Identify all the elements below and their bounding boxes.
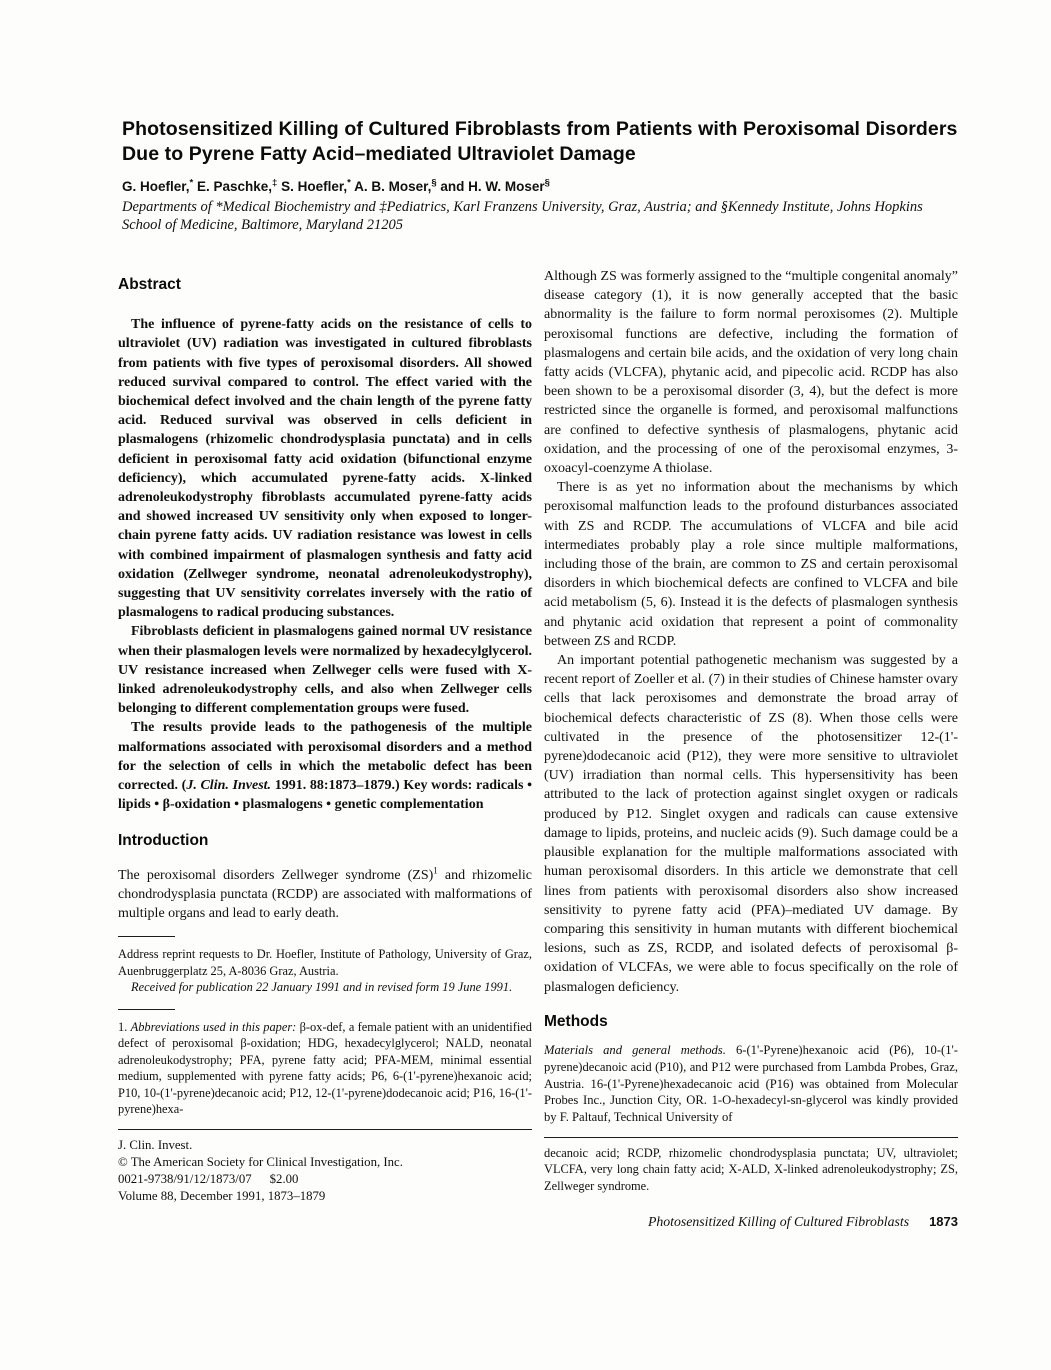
article-title: Photosensitized Killing of Cultured Fibroblasts from Patients with Peroxisomal Disorders Due to Pyrene Fatty Acid–mediated Ultraviolet Damage: [122, 118, 958, 165]
abbreviations-footnote: [118, 1019, 532, 1118]
price: $2.00: [269, 1172, 299, 1187]
journal-name: J. Clin. Invest.: [118, 1137, 193, 1152]
body-paragraph-3: An important potential pathogenetic mechanism was suggested by a recent report of Zoeller et al. (7) in their studies of Chinese hamster ovary cells that lack peroxisomes and demonstrate the broad array of biochemical defects characteristic of ZS (8). When those cells were cultivated in the presence of the photosensitizer 12-(1'-pyrene)dodecanoic acid (P12), they were more sensitive to ultraviolet (UV) irradiation than normal cells. This hypersensitivity has been attributed to the lack of protection against singlet oxygen or radicals produced by P12. Singlet oxygen and radicals can cause extensive damage to lipids, proteins, and nucleic acids (9). Such damage could be a plausible explanation for the multiple malformations associated with human peroxisomal disorders. In this article we demonstrate that cell lines from patients with peroxisomal disorders also show increased sensitivity to pyrene fatty acid (PFA)–mediated UV damage. By comparing this sensitivity in human mutants with different biochemical lesions, such as ZS, RCDP, and isolated defects of peroxisomal β-oxidation of VLCFAs, we were able to focus specifically on the role of plasmalogen deficiency.: [544, 653, 958, 995]
publication-code: 0021-9738/91/12/1873/07: [118, 1172, 252, 1187]
introduction-section: [118, 831, 532, 923]
author-footnote-mark: *: [189, 177, 194, 189]
body-paragraph-2: There is as yet no information about the mechanisms by which peroxisomal malfunction leads to the profound disturbances associated with ZS and RCDP. The accumulations of VLCFA and bile acid intermediates probably play a role since multiple malformations, including those of the brain, are common to ZS and certain peroxisomal disorders in which biochemical defects are confined to VLCFA and bile acid metabolism (5, 6). Instead it is the defects of plasmalogen synthesis and phytanic acid oxidation that represent a point of commonality between ZS and RCDP.: [544, 480, 958, 649]
left-column: [118, 267, 532, 1232]
footnote-block: [118, 936, 532, 1118]
author: G. Hoefler,: [122, 179, 190, 194]
intro-text: and rhizomelic chondrodysplasia punctata (RCDP) are associated with malformations of multiple organs and lead to early death.: [118, 867, 533, 922]
abbreviations-list: β-ox-def, a female patient with an unidentified defect of peroxisomal β-oxidation; HDG, hexadecylglycerol; NALD, neonatal adrenoleukodystrophy; PFA, pyrene fatty acid; PFA-MEM, minimal essential medium, supplemented with pyrene fatty acids; P6, 6-(1'-pyrene)hexanoic acid; P10, 10-(1'-pyrene)decanoic acid; P12, 12-(1'-pyrene)dodecanoic acid; P16, 16-(1'-pyrene)hexa-: [118, 1019, 532, 1117]
imprint-block: [118, 1129, 532, 1206]
author-footnote-mark: §: [431, 177, 437, 189]
author-footnote-mark: ‡: [272, 177, 278, 189]
methods-heading: Methods: [544, 1012, 608, 1030]
footnote-continuation-rule: [544, 1137, 958, 1138]
intro-text: The peroxisomal disorders Zellweger syndrome (ZS): [118, 867, 434, 883]
abstract-p3-keywords: 1991. 88:1873–1879.) Key words: radicals • lipids • β-oxidation • plasmalogens • genetic complementation: [118, 778, 533, 813]
copyright-line: © The American Society for Clinical Investigation, Inc.: [118, 1155, 403, 1169]
article-body: [118, 267, 958, 1232]
abstract-paragraph-3: [118, 718, 532, 814]
citation: J. Clin. Invest.: [186, 778, 272, 794]
methods-paragraph: [544, 1042, 958, 1126]
footnote-reference: 1: [433, 865, 438, 876]
affiliations: Departments of *Medical Biochemistry and ‡Pediatrics, Karl Franzens University, Graz, Austria; and §Kennedy Institute, Johns Hopkins School of Medicine, Baltimore, Maryland 21205: [122, 199, 923, 233]
introduction-paragraph: [118, 866, 532, 924]
methods-lead-in: Materials and general methods.: [544, 1042, 726, 1057]
page-number: 1873: [929, 1214, 958, 1230]
received-date-footnote: Received for publication 22 January 1991 and in revised form 19 June 1991.: [131, 980, 513, 995]
imprint-rule: [118, 1129, 532, 1130]
abstract-heading: Abstract: [118, 276, 181, 293]
abbreviations-lead: Abbreviations used in this paper:: [130, 1019, 297, 1034]
author: and H. W. Moser: [436, 179, 545, 194]
volume-line: Volume 88, December 1991, 1873–1879: [118, 1189, 326, 1204]
page-footer: [544, 1212, 958, 1231]
author: A. B. Moser,: [350, 179, 432, 194]
abstract-paragraph-1: The influence of pyrene-fatty acids on the resistance of cells to ultraviolet (UV) radiation was investigated in cultured fibroblasts from patients with five types of peroxisomal disorders. All showed reduced survival compared to control. The effect varied with the biochemical defect involved and the chain length of the pyrene fatty acid. Reduced survival was observed in cells deficient in plasmalogens (rhizomelic chondrodysplasia punctata) and in cells deficient in peroxisomal fatty acid oxidation (bifunctional enzyme deficiency), which accumulated pyrene-fatty acids. X-linked adrenoleukodystrophy fibroblasts accumulated pyrene-fatty acids and showed increased UV sensitivity only when exposed to longer-chain pyrene fatty acids. UV radiation resistance was lowest in cells with combined impairment of plasmalogen synthesis and fatty acid oxidation (Zellweger syndrome, neonatal adrenoleukodystrophy), suggesting that UV sensitivity correlates inversely with the ratio of plasmalogens to radical producing substances.: [118, 317, 532, 621]
issn-price-line: [118, 1171, 532, 1188]
article-header: [122, 117, 960, 234]
introduction-heading: Introduction: [118, 832, 209, 850]
authors-line: [122, 179, 960, 195]
abbreviations-continuation-footnote: decanoic acid; RCDP, rhizomelic chondrodysplasia punctata; UV, ultraviolet; VLCFA, very long chain fatty acid; X-ALD, X-linked adrenoleukodystrophy; ZS, Zellweger syndrome.: [544, 1145, 958, 1193]
author-footnote-mark: §: [544, 177, 550, 189]
author-footnote-mark: *: [347, 177, 351, 189]
footnote-number: 1.: [118, 1019, 131, 1034]
body-paragraph-1: Although ZS was formerly assigned to the “multiple congenital anomaly” disease category (1), it is now generally accepted that the basic abnormality is the failure to form normal peroxisomes (2). Multiple peroxisomal functions are defective, including the formation of plasmalogens and certain bile acids, and the oxidation of very long chain fatty acids (VLCFA), phytanic acid, and pipecolic acid. RCDP has also been shown to be a peroxisomal disorder (3, 4), but the defect is more restricted since the organelle is formed, and peroxisomal malfunctions are confined to defective synthesis of plasmalogens, phytanic acid oxidation, and the processing of one of the peroxisomal enzymes, 3-oxoacyl-coenzyme A thiolase.: [544, 269, 958, 477]
methods-text: 6-(1'-Pyrene)hexanoic acid (P6), 10-(1'-pyrene)decanoic acid (P10), and P12 were purchased from Lambda Probes, Graz, Austria. 16-(1'-Pyrene)hexadecanoic acid (P16) was obtained from Molecular Probes Inc., Junction City, OR. 1-O-hexadecyl-sn-glycerol was kindly provided by F. Paltauf, Technical University of: [544, 1042, 958, 1125]
abstract-paragraph-2: Fibroblasts deficient in plasmalogens gained normal UV resistance when their plasmalogen levels were normalized by hexadecylglycerol. UV resistance increased when Zellweger cells were fused with X-linked adrenoleukodystrophy cells, and also when Zellweger cells belonging to different complementation groups were fused.: [118, 624, 532, 717]
footnote-rule: [118, 1009, 175, 1010]
reprint-address-footnote: Address reprint requests to Dr. Hoefler, Institute of Pathology, University of Graz, Auenbruggerplatz 25, A-8036 Graz, Austria.: [118, 947, 532, 978]
right-column: [544, 267, 958, 1232]
abstract-p3-text: The results provide leads to the pathogenesis of the multiple malformations associated with peroxisomal disorders and a method for the selection of cells in which the metabolic defect has been corrected. (: [118, 720, 532, 794]
footnote-rule: [118, 936, 175, 937]
author: S. Hoefler,: [277, 179, 348, 194]
abstract-section: [118, 275, 532, 814]
author: E. Paschke,: [193, 179, 273, 194]
running-title: Photosensitized Killing of Cultured Fibroblasts: [647, 1214, 910, 1230]
